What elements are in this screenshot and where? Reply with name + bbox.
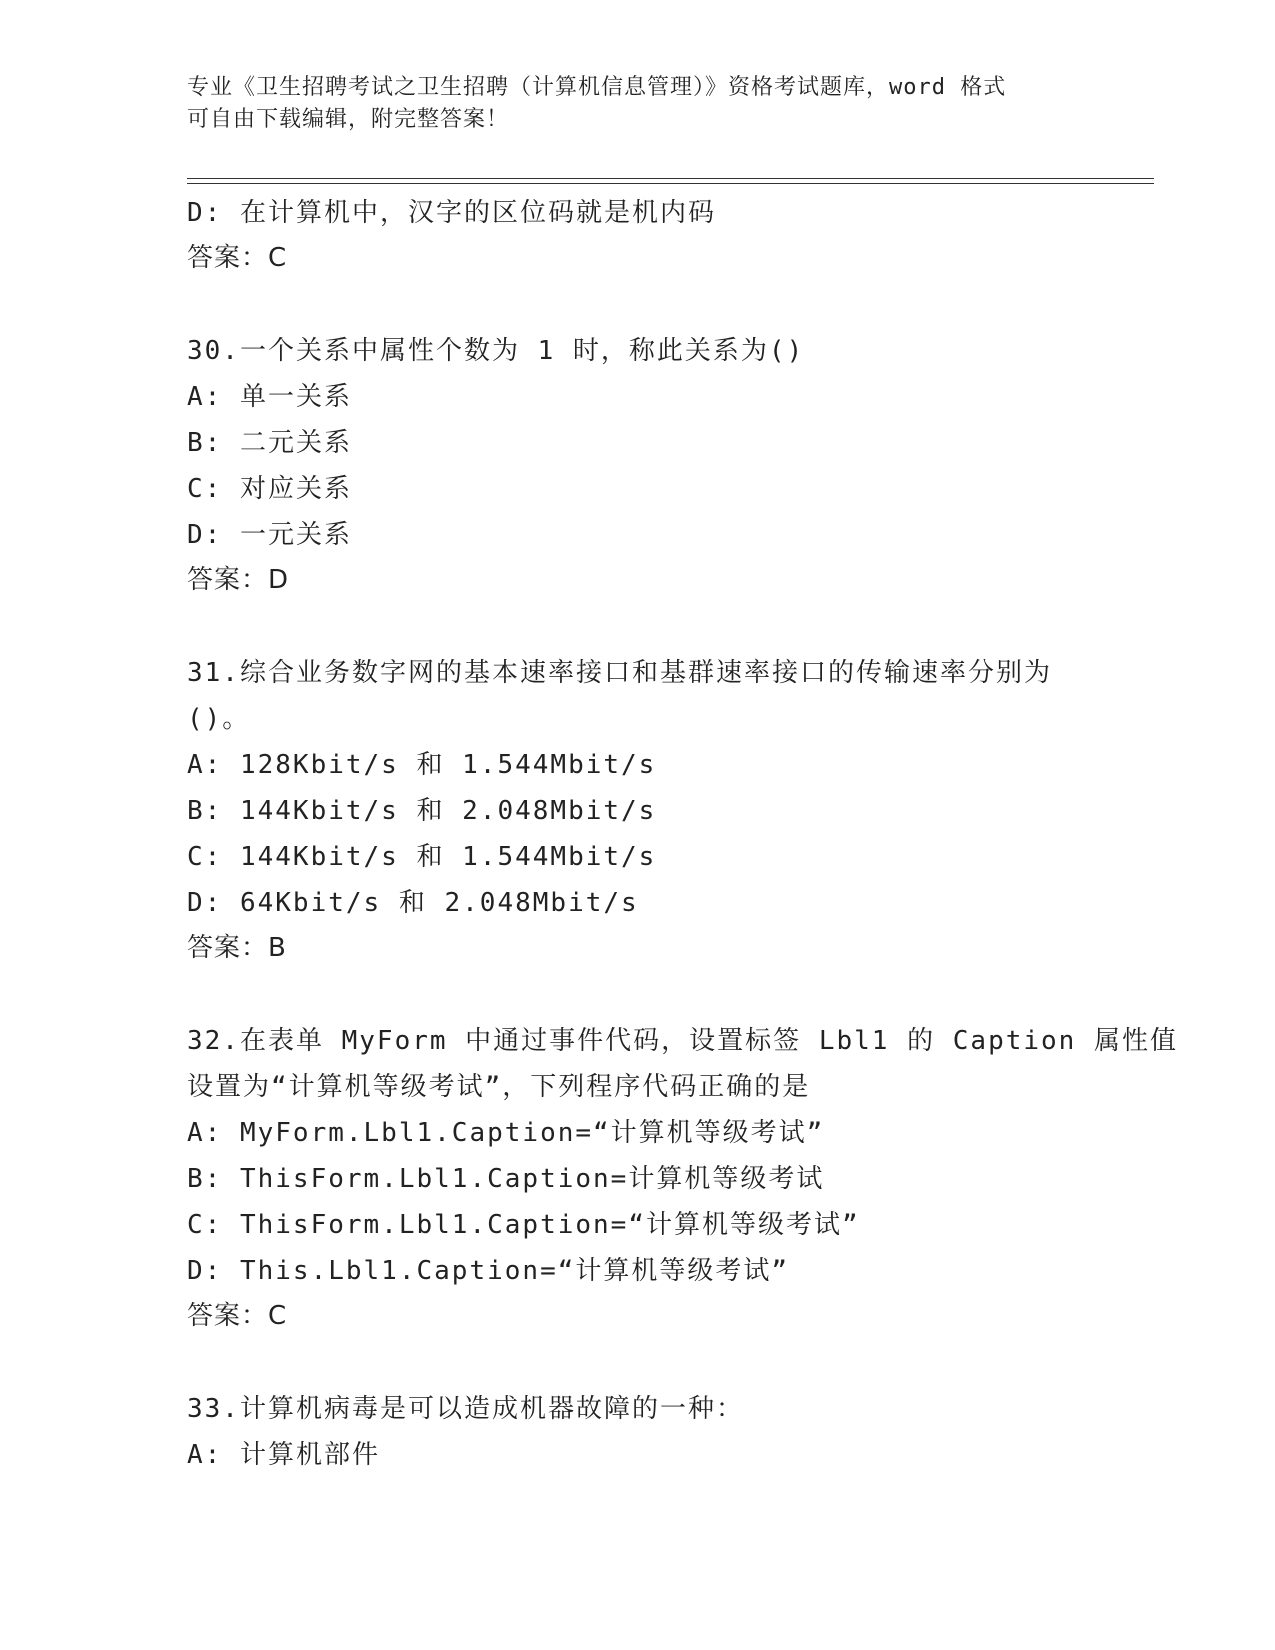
header-line-2: 可自由下载编辑，附完整答案！	[187, 107, 510, 132]
option-d: D: 一元关系	[187, 520, 352, 550]
spacer	[187, 280, 1087, 328]
option-b: B: ThisForm.Lbl1.Caption=计算机等级考试	[187, 1164, 825, 1194]
question-stem: 33.计算机病毒是可以造成机器故障的一种：	[187, 1394, 744, 1424]
question-stem-continued: ()。	[187, 704, 251, 734]
answer-line: 答案：C	[187, 243, 288, 273]
option-a: A: 单一关系	[187, 382, 352, 412]
option-d: D: 在计算机中，汉字的区位码就是机内码	[187, 198, 716, 228]
option-c: C: ThisForm.Lbl1.Caption=“计算机等级考试”	[187, 1210, 860, 1240]
option-b: B: 二元关系	[187, 428, 352, 458]
answer-line: 答案：B	[187, 933, 287, 963]
answer-line: 答案：D	[187, 565, 290, 595]
question-31	[187, 650, 1087, 970]
option-c: C: 对应关系	[187, 474, 352, 504]
question-30	[187, 328, 1087, 602]
option-a: A: 计算机部件	[187, 1440, 380, 1470]
question-stem: 32.在表单 MyForm 中通过事件代码，设置标签 Lbl1 的 Caption 属性值	[187, 1026, 1178, 1056]
answer-line: 答案：C	[187, 1301, 288, 1331]
option-d: D: 64Kbit/s 和 2.048Mbit/s	[187, 888, 639, 918]
spacer	[187, 1338, 1087, 1386]
question-stem-continued: 设置为“计算机等级考试”，下列程序代码正确的是	[187, 1072, 811, 1102]
spacer	[187, 602, 1087, 650]
question-33	[187, 1386, 1087, 1478]
question-list	[187, 190, 1178, 1478]
option-b: B: 144Kbit/s 和 2.048Mbit/s	[187, 796, 657, 826]
option-a: A: MyForm.Lbl1.Caption=“计算机等级考试”	[187, 1118, 825, 1148]
header-divider-bottom	[187, 183, 1154, 184]
question-32	[187, 1018, 1178, 1338]
option-a: A: 128Kbit/s 和 1.544Mbit/s	[187, 750, 657, 780]
question-stem: 31.综合业务数字网的基本速率接口和基群速率接口的传输速率分别为	[187, 658, 1052, 688]
option-c: C: 144Kbit/s 和 1.544Mbit/s	[187, 842, 657, 872]
document-header	[187, 72, 1067, 136]
spacer	[187, 970, 1087, 1018]
header-divider-top	[187, 178, 1154, 179]
question-stem: 30.一个关系中属性个数为 1 时，称此关系为()	[187, 336, 805, 366]
header-line-1: 专业《卫生招聘考试之卫生招聘（计算机信息管理）》资格考试题库，word 格式	[187, 75, 1007, 100]
option-d: D: This.Lbl1.Caption=“计算机等级考试”	[187, 1256, 790, 1286]
